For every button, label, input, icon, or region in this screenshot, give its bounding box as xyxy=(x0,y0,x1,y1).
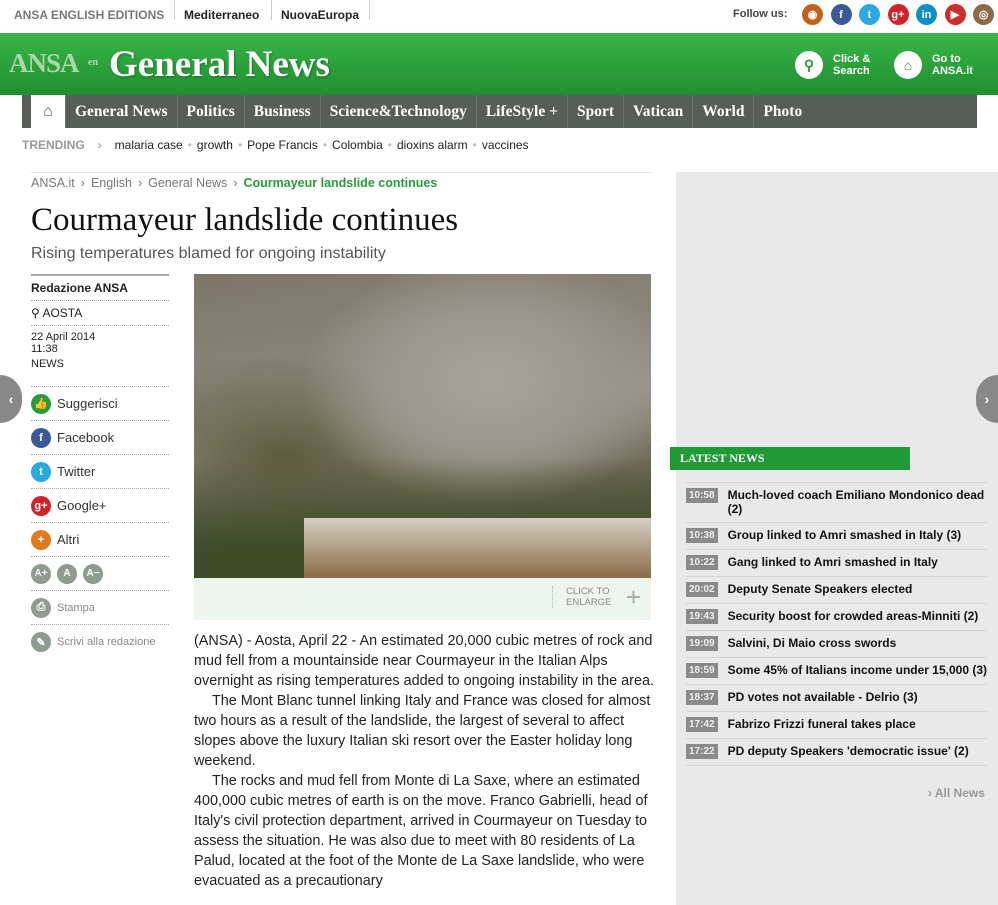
news-time: 17:42 xyxy=(686,717,718,732)
trending-bar xyxy=(22,138,529,152)
news-headline[interactable]: Group linked to Amri smashed in Italy (3) xyxy=(727,528,962,542)
share-panel xyxy=(31,386,169,659)
paragraph: The Mont Blanc tunnel linking Italy and France was closed for almost two hours as a result of the landslide, the largest of several to affect slopes above the luxury Italian ski resort over the Easter holiday long weekend. xyxy=(194,693,651,769)
edition-nuovaeuropa[interactable]: NuovaEuropa xyxy=(281,8,360,22)
latest-news-item[interactable] xyxy=(686,711,987,738)
news-headline[interactable]: Fabrizo Frizzi funeral takes place xyxy=(727,717,916,731)
editions-label: ANSA ENGLISH EDITIONS xyxy=(14,8,165,22)
edition-mediterraneo[interactable]: Mediterraneo xyxy=(184,8,260,22)
trending-item[interactable]: growth xyxy=(196,138,233,152)
nav-item-politics[interactable]: Politics xyxy=(177,95,244,128)
trending-item[interactable]: malaria case xyxy=(114,138,183,152)
article-body xyxy=(194,631,654,891)
main-nav xyxy=(22,95,977,128)
twitter-icon[interactable]: t xyxy=(859,4,880,25)
latest-news-item[interactable] xyxy=(686,603,987,630)
search-label-2: Search xyxy=(833,65,870,77)
home-label-1: Go to xyxy=(932,53,961,65)
news-time: 19:09 xyxy=(686,636,718,651)
font-decrease-button[interactable]: A− xyxy=(83,564,103,584)
font-increase-button[interactable]: A+ xyxy=(31,564,51,584)
nav-item-world[interactable]: World xyxy=(692,95,753,128)
nav-item-general-news[interactable]: General News xyxy=(65,95,177,128)
share-google[interactable] xyxy=(31,489,169,523)
share-label: Facebook xyxy=(57,430,115,445)
latest-news-item[interactable] xyxy=(686,549,987,576)
article-photo[interactable] xyxy=(194,274,651,578)
site-header xyxy=(0,33,998,95)
breadcrumb-ansa[interactable]: ANSA.it xyxy=(31,176,75,190)
home-icon: ⌂ xyxy=(894,51,922,79)
trending-label: TRENDING xyxy=(22,138,85,152)
divider xyxy=(271,0,272,20)
news-headline[interactable]: Security boost for crowded areas-Minniti (2) xyxy=(727,609,979,623)
prev-article-button[interactable] xyxy=(0,375,22,423)
write-editor-button[interactable] xyxy=(31,625,169,659)
latest-news-item[interactable] xyxy=(686,630,987,657)
print-button[interactable] xyxy=(31,591,169,625)
share-label: Suggerisci xyxy=(57,396,118,411)
breadcrumb-separator: › xyxy=(233,176,238,190)
paragraph: The rocks and mud fell from Monte di La Saxe, where an estimated 400,000 cubic metres of earth is on the move. Franco Gabrielli, head of Italy's civil protection department, arrived in Courmayeur on Tuesday to assess the situation. He was also due to meet with 80 residents of La Palud, located at the foot of the Monte de La Saxe landslide, who were evacuated as a precautionary xyxy=(194,773,648,889)
news-time: 10:58 xyxy=(686,488,718,503)
nav-item-photo[interactable]: Photo xyxy=(753,95,811,128)
go-to-ansa-button[interactable] xyxy=(894,51,973,79)
latest-news-item[interactable] xyxy=(686,522,987,549)
enlarge-label-1: CLICK TO xyxy=(566,586,610,597)
nav-items xyxy=(65,95,811,128)
breadcrumb-current: Courmayeur landslide continues xyxy=(243,176,438,190)
print-icon: ⎙ xyxy=(31,598,51,618)
divider xyxy=(369,0,370,20)
search-label-1: Click & xyxy=(833,53,871,65)
top-bar xyxy=(0,0,998,33)
article-meta xyxy=(31,274,169,370)
separator-dot: • xyxy=(187,138,192,152)
chevron-left-icon: ‹ xyxy=(8,391,14,407)
section-title[interactable]: General News xyxy=(109,44,330,85)
suggerisci-icon: 👍 xyxy=(31,394,51,414)
separator-dot: • xyxy=(472,138,477,152)
home-label-2: ANSA.it xyxy=(932,65,973,77)
nav-item-vatican[interactable]: Vatican xyxy=(623,95,692,128)
latest-news-item[interactable] xyxy=(686,482,987,522)
news-headline[interactable]: Much-loved coach Emiliano Mondonico dead (2) xyxy=(727,488,985,516)
paragraph: (ANSA) - Aosta, April 22 - An estimated 20,000 cubic metres of rock and mud fell from a mountainside near Courmayeur in the Italian Alps overnight as rising temperatures added to ongoing instability in the area. xyxy=(194,633,654,689)
share-suggerisci[interactable] xyxy=(31,387,169,421)
nav-item-sport[interactable]: Sport xyxy=(567,95,623,128)
trending-item[interactable]: vaccines xyxy=(481,138,529,152)
breadcrumb-english[interactable]: English xyxy=(90,176,132,190)
follow-label: Follow us: xyxy=(733,8,788,20)
trending-item[interactable]: dioxins alarm xyxy=(396,138,468,152)
font-reset-button[interactable]: A xyxy=(57,564,77,584)
news-headline[interactable]: Deputy Senate Speakers elected xyxy=(727,582,913,596)
nav-item-business[interactable]: Business xyxy=(244,95,320,128)
search-icon: ⚲ xyxy=(795,51,823,79)
news-time: 17:22 xyxy=(686,744,718,759)
share-label: Twitter xyxy=(57,464,96,479)
time: 11:38 xyxy=(31,343,58,355)
breadcrumb-general-news[interactable]: General News xyxy=(148,176,228,190)
font-size-controls xyxy=(31,557,169,591)
plus-icon: + xyxy=(625,582,641,612)
news-headline[interactable]: Salvini, Di Maio cross swords xyxy=(727,636,897,650)
news-time: 19:43 xyxy=(686,609,718,624)
nav-home-button[interactable] xyxy=(31,95,65,128)
nav-item-science-technology[interactable]: Science&Technology xyxy=(320,95,476,128)
share-label: Google+ xyxy=(57,498,107,513)
news-headline[interactable]: Gang linked to Amri smashed in Italy xyxy=(727,555,938,569)
latest-news-item[interactable] xyxy=(686,684,987,711)
trending-item[interactable]: Pope Francis xyxy=(247,138,318,152)
search-button[interactable] xyxy=(795,51,870,79)
nav-item-lifestyle-[interactable]: LifeStyle + xyxy=(476,95,567,128)
ansa-logo[interactable]: ANSA xyxy=(9,48,79,78)
news-headline[interactable]: Some 45% of Italians income under 15,000 (3) xyxy=(727,663,988,677)
google-icon: g+ xyxy=(31,496,51,516)
trending-items xyxy=(115,138,529,152)
breadcrumb xyxy=(31,176,437,190)
breadcrumb-separator: › xyxy=(137,176,143,190)
share-twitter[interactable] xyxy=(31,455,169,489)
news-headline[interactable]: PD deputy Speakers 'democratic issue' (2) xyxy=(727,744,969,758)
latest-news-item[interactable] xyxy=(686,738,987,766)
divider xyxy=(174,0,175,20)
home-icon: ⌂ xyxy=(43,102,53,120)
print-label: Stampa xyxy=(57,601,95,614)
twitter-icon: t xyxy=(31,462,51,482)
instagram-icon[interactable]: ◎ xyxy=(973,4,994,25)
date: 22 April 2014 xyxy=(31,331,96,343)
author: Redazione ANSA xyxy=(31,274,169,301)
separator-dot: • xyxy=(237,138,243,152)
news-time: 10:22 xyxy=(686,555,718,570)
news-time: 20:02 xyxy=(686,582,718,597)
altri-icon: + xyxy=(31,530,51,550)
article-subtitle: Rising temperatures blamed for ongoing instability xyxy=(31,245,386,262)
category: NEWS xyxy=(31,358,64,370)
article-title: Courmayeur landslide continues xyxy=(31,202,459,238)
chevron-right-icon: › xyxy=(97,138,102,152)
separator-dot: • xyxy=(387,138,392,152)
news-time: 18:59 xyxy=(686,663,718,678)
rss-icon[interactable]: ◉ xyxy=(802,4,823,25)
linkedin-icon[interactable]: in xyxy=(916,4,937,25)
write-label: Scrivi alla redazione xyxy=(57,636,156,648)
chevron-right-icon: › xyxy=(984,391,990,407)
facebook-icon: f xyxy=(31,428,51,448)
separator-dot: • xyxy=(322,138,328,152)
click-to-enlarge[interactable] xyxy=(194,578,651,620)
pencil-icon: ✎ xyxy=(31,632,51,652)
latest-news-header: LATEST NEWS xyxy=(670,447,910,470)
facebook-icon[interactable]: f xyxy=(831,4,852,25)
news-time: 10:38 xyxy=(686,528,718,543)
latest-news-item[interactable] xyxy=(686,657,987,684)
trending-item[interactable]: Colombia xyxy=(332,138,383,152)
location-pin-icon: ⚲ xyxy=(31,306,43,320)
youtube-icon[interactable]: ▶ xyxy=(945,4,966,25)
share-label: Altri xyxy=(57,532,80,547)
enlarge-label-2: ENLARGE xyxy=(566,597,612,608)
share-facebook[interactable] xyxy=(31,421,169,455)
googleplus-icon[interactable]: g+ xyxy=(888,4,909,25)
all-news-link[interactable]: › All News xyxy=(928,786,985,800)
divider xyxy=(31,172,651,173)
breadcrumb-separator: › xyxy=(80,176,85,190)
ansa-logo-en: en xyxy=(88,57,98,68)
location: AOSTA xyxy=(42,306,83,320)
share-altri[interactable] xyxy=(31,523,169,557)
latest-news-list xyxy=(686,482,987,766)
latest-news-item[interactable] xyxy=(686,576,987,603)
news-time: 18:37 xyxy=(686,690,718,705)
news-headline[interactable]: PD votes not available - Delrio (3) xyxy=(727,690,918,704)
